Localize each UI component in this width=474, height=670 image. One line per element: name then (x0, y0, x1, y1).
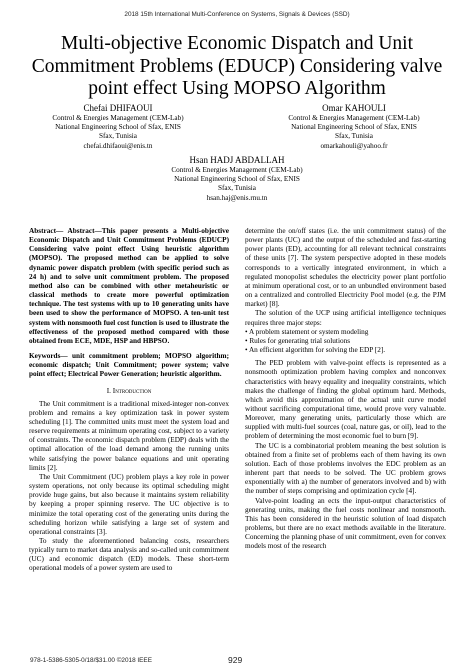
abstract: Abstract— Abstract—This paper presents a Multi-objective Economic Dispatch and Unit Commitment Problems (EDUCP) Considering valve point effect Using heuristic algorithm (MOPSO). The proposed method can be applied to solve dynamic power dispatch problem (with specific period such as 24 h) and to solve unit commitment problem. The proposed method also can be combined with other metaheuristic or classical methods to create more powerful optimization technique. The test systems with up to 10 generating units have been used to show the performance of MOPSO. A ten-unit test system with nonsmooth fuel cost function is used to illustrate the effectiveness of the proposed method compared with those obtained from ECE, MDE, HSP and HBPSO. (29, 227, 229, 345)
paragraph: The solution of the UCP using artificial intelligence techniques requires three major steps: (245, 309, 446, 327)
list-item: • An efficient algorithm for solving the EDP [2]. (245, 346, 386, 355)
author-email: chefai.dhifaoui@enis.tn (83, 141, 153, 150)
author-location: Sfax, Tunisia (335, 132, 373, 141)
paragraph: The Unit Commitment (UC) problem plays a key role in power system operations, not only because its optimal scheduling might provide huge gains, but also because it maintains system reliability by keeping a proper spinning reserve. The UC objective is to minimize the total operating cost of the generating units during the scheduling horizon while satisfying a large set of system and operational constraints [3]. (29, 472, 229, 536)
isbn-footer: 978-1-5386-5305-0/18/$31.00 ©2018 IEEE (30, 657, 152, 664)
list-item: • Rules for generating trial solutions (245, 336, 351, 345)
right-column (245, 227, 446, 551)
author-school: National Engineering School of Sfax, ENIS (55, 123, 181, 132)
author-name: Omar KAHOULI (322, 103, 386, 113)
author-name: Hsan HADJ ABDALLAH (189, 155, 285, 165)
keywords: Keywords— unit commitment problem; MOPSO algorithm; economic dispatch; Unit Commitment; power system; valve point effect; Electrical Power Generation; heuristic algorithm. (29, 352, 229, 379)
conference-header: 2018 15th International Multi-Conference on Systems, Signals & Devices (SSD) (124, 11, 350, 18)
list-item: • A problem statement or system modeling (245, 327, 369, 336)
author-block-2 (262, 103, 446, 151)
author-location: Sfax, Tunisia (218, 184, 256, 193)
author-email: hsan.haj@enis.rnu.tn (206, 193, 268, 202)
paragraph: The Unit commitment is a traditional mixed-integer non-convex problem and remains a key optimization task in power system scheduling [1]. The committed units must meet the system load and reserve requirements at minimum operating cost, subject to a variety of constraints. The economic dispatch problem (EDP) deals with the optimal allocation of the load demand among the running units while satisfying the power balance equations and unit operating limits [2]. (29, 399, 229, 472)
author-affiliation: Control & Energies Management (CEM-Lab) (52, 114, 184, 122)
paragraph: To study the aforementioned balancing costs, researchers typically turn to market data analysis and so-called unit commitment (UC) and economic dispatch (ED) models. These short-term operational models of a power system are used to (29, 537, 229, 573)
author-school: National Engineering School of Sfax, ENIS (174, 175, 300, 184)
paper-title: Multi-objective Economic Dispatch and Unit Commitment Problems (EDUCP) Considering valve point effect Using MOPSO Algorithm (31, 33, 443, 99)
author-block-3 (145, 155, 329, 203)
author-block-1 (30, 103, 206, 151)
author-location: Sfax, Tunisia (99, 132, 137, 141)
left-column (29, 227, 229, 574)
author-email: omarkahouli@yahoo.fr (320, 141, 388, 150)
paragraph: The PED problem with valve-point effects is represented as a nonsmooth optimization problem having complex and nonconvex characteristics with heavy equality and inequality constraints, which makes the challenge of finding the global optimum hard. Methods, which avoid this approximation of the actual unit curve model without sacrificing computational time, would prove very valuable. Moreover, many generating units, particularly those which are supplied with multi-fuel sources (coal, nature gas, or oil), lead to the problem of determining the most economic fuel to burn [9]. (245, 359, 446, 441)
paragraph: The UC is a combinatorial problem meaning the best solution is obtained from a finite set of problems each of them having its own solution. Each of those problems involves the EDC problem as an inherent part that needs to be solved. The UC problem grows exponentially with a) the number of generators involved and b) with the number of steps comprising and optimization cycle [4]. (245, 441, 446, 496)
paragraph: determine the on/off states (i.e. the unit commitment status) of the power plants (UC) and the output of the scheduled and fast-starting power plants (ED), accounting for all relevant technical constraints of these units [7]. The system perspective adopted in these models corresponds to a vertically integrated environment, in which a regulated monopolist schedules the electricity power plant portfolio at minimum operational cost, or to an unbundled environment based on a centralized and controlled Electricity Pool model (e.g. the PJM market) [8]. (245, 227, 446, 309)
author-school: National Engineering School of Sfax, ENIS (291, 123, 417, 132)
author-affiliation: Control & Energies Management (CEM-Lab) (288, 114, 420, 122)
paragraph: Valve-point loading an ects the input-output characteristics of generating units, making the fuel costs nonlinear and nonsmooth. This has been considered in the heuristic solution of load dispatch problems, but there are no exact methods available in the literature. Concerning the planning phase of unit commitment, even for convex models most of the research (245, 496, 446, 551)
page-number: 929 (228, 655, 243, 665)
section-heading: I. Introduction (106, 385, 152, 395)
author-affiliation: Control & Energies Management (CEM-Lab) (171, 166, 303, 174)
author-name: Chefai DHIFAOUI (83, 103, 153, 113)
